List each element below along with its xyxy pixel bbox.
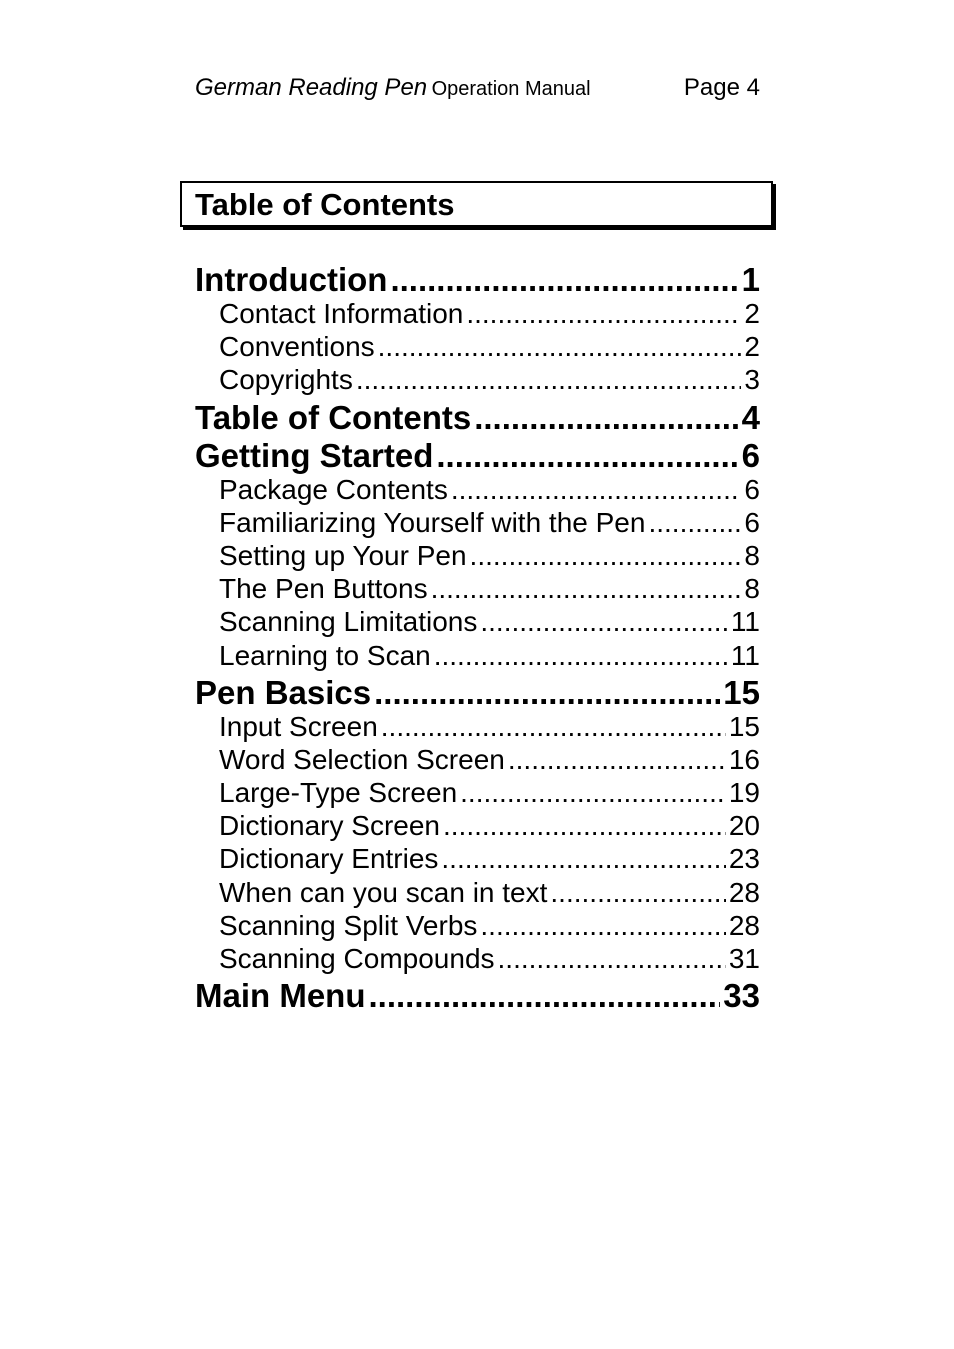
document-title: German Reading Pen xyxy=(195,74,428,101)
toc-entry-label: Scanning Limitations xyxy=(219,606,478,638)
toc-entry-label: The Pen Buttons xyxy=(219,573,428,605)
toc-entry-label: Input Screen xyxy=(219,710,378,742)
toc-entry-page: 3 xyxy=(744,364,760,396)
toc-dot-leader xyxy=(381,709,726,745)
toc-entry-label: Familiarizing Yourself with the Pen xyxy=(219,506,646,538)
toc-entry-label: Table of Contents xyxy=(195,398,472,436)
toc-entry-label: Contact Information xyxy=(219,298,464,329)
toc-entry-page: 28 xyxy=(728,909,760,941)
toc-entry-label: Introduction xyxy=(195,261,388,298)
toc-entry-label: Dictionary Screen xyxy=(219,810,440,842)
toc-dot-leader xyxy=(451,472,742,508)
toc-section-entry[interactable] xyxy=(195,571,760,604)
toc-entry-page: 11 xyxy=(730,606,760,638)
toc-dot-leader xyxy=(648,505,741,541)
toc-section-entry[interactable] xyxy=(195,742,760,775)
toc-entry-label: Scanning Compounds xyxy=(219,943,495,974)
toc-entry-page: 1 xyxy=(741,261,760,298)
toc-section-entry[interactable] xyxy=(195,538,760,571)
toc-dot-leader xyxy=(470,538,742,574)
toc-dot-leader xyxy=(378,329,742,365)
toc-entry-page: 6 xyxy=(741,436,760,474)
toc-section-entry[interactable] xyxy=(195,505,760,538)
toc-section-entry[interactable] xyxy=(195,875,760,908)
toc-dot-leader xyxy=(460,775,726,811)
toc-chapter-entry[interactable] xyxy=(195,396,760,434)
toc-section-entry[interactable] xyxy=(195,329,760,362)
toc-entry-page: 33 xyxy=(723,977,760,1015)
toc-entry-page: 28 xyxy=(728,876,760,908)
document-subtitle: Operation Manual xyxy=(431,78,591,100)
toc-entry-page: 19 xyxy=(728,777,760,809)
toc-entry-label: Pen Basics xyxy=(195,673,372,711)
toc-dot-leader xyxy=(441,841,725,877)
document-title-line xyxy=(195,74,591,102)
toc-entry-label: Getting Started xyxy=(195,436,434,474)
toc-entry-label: When can you scan in text xyxy=(219,876,548,908)
toc-entry-page: 6 xyxy=(744,506,760,538)
toc-section-entry[interactable] xyxy=(195,638,760,671)
toc-chapter-entry[interactable] xyxy=(195,258,760,296)
toc-entry-label: Package Contents xyxy=(219,473,448,505)
table-of-contents xyxy=(195,258,760,1015)
toc-section-entry[interactable] xyxy=(195,362,760,395)
toc-chapter-entry[interactable] xyxy=(195,974,760,1015)
toc-heading: Table of Contents xyxy=(195,187,455,222)
toc-entry-page: 2 xyxy=(744,298,760,329)
toc-entry-page: 15 xyxy=(723,673,760,711)
toc-entry-label: Word Selection Screen xyxy=(219,743,505,775)
toc-entry-label: Large-Type Screen xyxy=(219,777,458,809)
toc-dot-leader xyxy=(466,296,741,332)
toc-dot-leader xyxy=(369,974,721,1018)
toc-entry-page: 16 xyxy=(728,743,760,775)
toc-section-entry[interactable] xyxy=(195,941,760,974)
toc-section-entry[interactable] xyxy=(195,296,760,329)
toc-entry-label: Dictionary Entries xyxy=(219,843,439,875)
toc-section-entry[interactable] xyxy=(195,841,760,874)
page-number: Page 4 xyxy=(683,74,760,101)
toc-dot-leader xyxy=(480,908,725,944)
toc-dot-leader xyxy=(434,638,728,674)
toc-section-entry[interactable] xyxy=(195,709,760,742)
toc-entry-page: 8 xyxy=(744,573,760,605)
toc-entry-page: 23 xyxy=(728,843,760,875)
toc-chapter-entry[interactable] xyxy=(195,434,760,472)
toc-entry-page: 11 xyxy=(730,639,760,671)
toc-entry-label: Conventions xyxy=(219,331,375,363)
page-header xyxy=(195,74,760,106)
toc-section-entry[interactable] xyxy=(195,808,760,841)
toc-dot-leader xyxy=(550,875,725,911)
toc-entry-page: 4 xyxy=(741,398,760,436)
toc-entry-page: 31 xyxy=(728,943,760,974)
toc-entry-page: 6 xyxy=(744,473,760,505)
toc-dot-leader xyxy=(498,941,726,977)
toc-entry-page: 15 xyxy=(728,710,760,742)
toc-dot-leader xyxy=(480,604,728,640)
toc-dot-leader xyxy=(356,362,742,398)
toc-section-entry[interactable] xyxy=(195,604,760,637)
toc-heading-box xyxy=(180,181,773,227)
toc-entry-page: 8 xyxy=(744,539,760,571)
toc-entry-page: 20 xyxy=(728,810,760,842)
toc-entry-label: Main Menu xyxy=(195,977,366,1015)
toc-entry-label: Learning to Scan xyxy=(219,639,431,671)
toc-section-entry[interactable] xyxy=(195,472,760,505)
toc-entry-label: Copyrights xyxy=(219,364,353,396)
toc-entry-label: Scanning Split Verbs xyxy=(219,909,478,941)
toc-entry-page: 2 xyxy=(744,331,760,363)
toc-entry-label: Setting up Your Pen xyxy=(219,539,467,571)
toc-dot-leader xyxy=(431,571,742,607)
toc-dot-leader xyxy=(508,742,726,778)
toc-dot-leader xyxy=(443,808,726,844)
toc-section-entry[interactable] xyxy=(195,775,760,808)
toc-section-entry[interactable] xyxy=(195,908,760,941)
toc-chapter-entry[interactable] xyxy=(195,671,760,709)
